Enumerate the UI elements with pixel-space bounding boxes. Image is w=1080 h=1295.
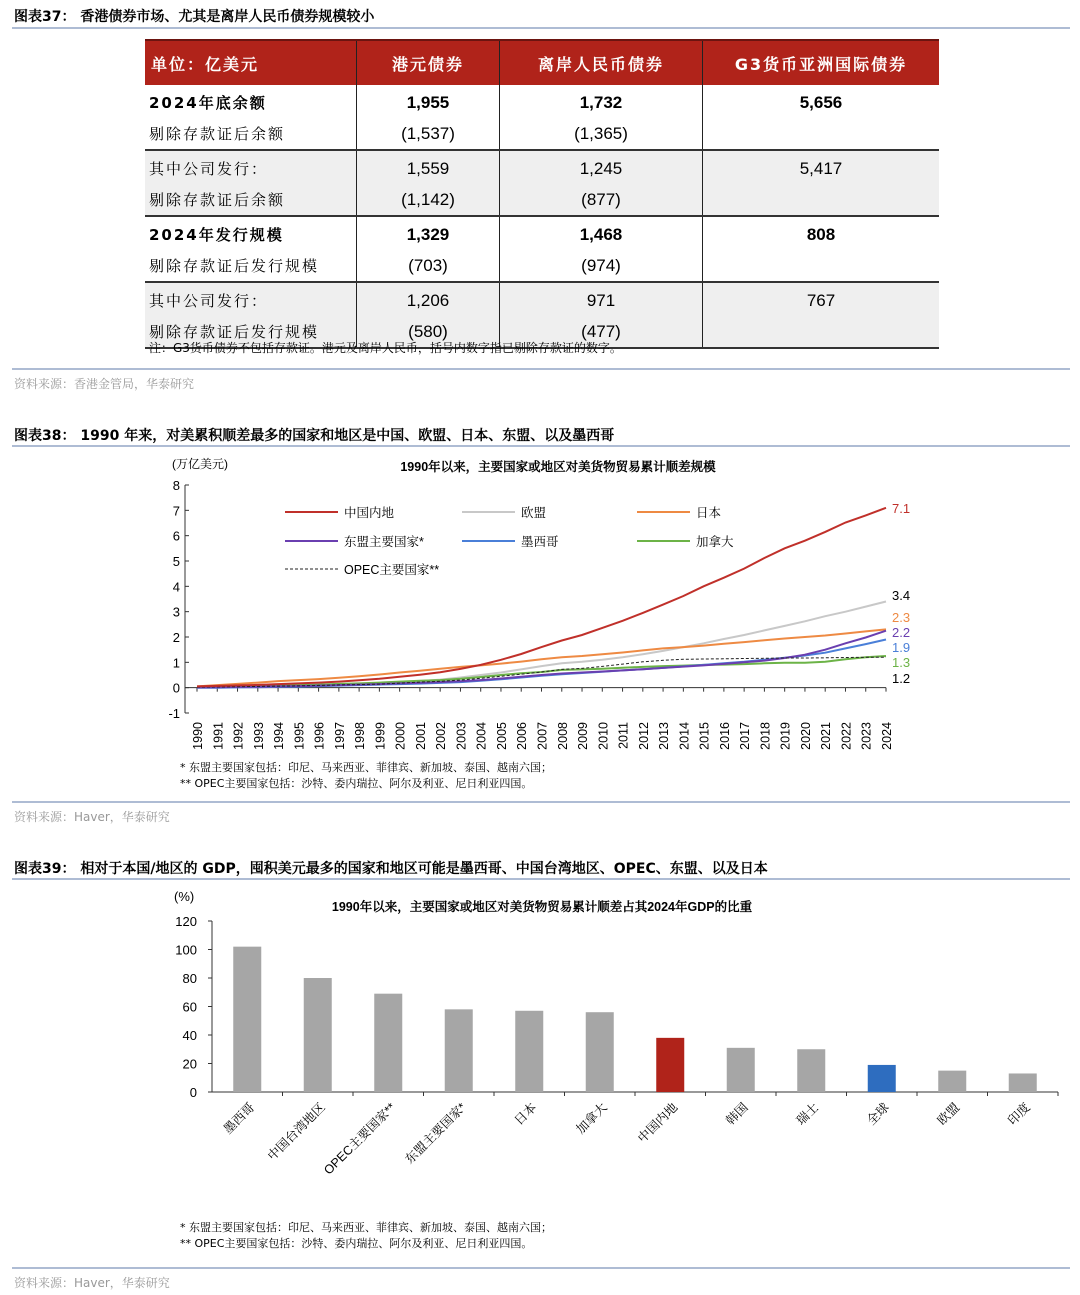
end-label: 2.2	[892, 625, 911, 640]
bar	[304, 978, 332, 1092]
x-tick-label: 2022	[839, 722, 854, 750]
x-tick-label: 2020	[798, 722, 813, 750]
y-tick-label: 5	[172, 554, 180, 569]
table-cell: 1,559	[357, 150, 500, 184]
y-tick-label: 7	[172, 503, 180, 519]
x-tick-label: 欧盟	[934, 1100, 963, 1128]
table-cell: 971	[500, 282, 703, 316]
x-tick-label: 2010	[596, 722, 611, 750]
x-tick-label: 中国台湾地区	[264, 1100, 328, 1164]
fig39-source: 资料来源：Haver，华泰研究	[14, 1276, 170, 1290]
fig39-footnote-2: ** OPEC主要国家包括：沙特、委内瑞拉、阿尔及利亚、尼日利亚四国。	[180, 1237, 533, 1250]
x-tick-label: 2013	[657, 722, 672, 750]
divider	[12, 801, 1070, 803]
fig37-title: 图表37： 香港债券市场、尤其是离岸人民币债券规模较小	[14, 9, 375, 25]
fig38-footnote-2: ** OPEC主要国家包括：沙特、委内瑞拉、阿尔及利亚、尼日利亚四国。	[180, 777, 533, 790]
x-tick-label: 印度	[1005, 1100, 1033, 1128]
x-tick-label: 2005	[494, 722, 509, 750]
divider	[12, 1267, 1070, 1269]
x-tick-label: 2009	[576, 722, 591, 750]
bar	[938, 1071, 966, 1092]
x-tick-label: 2000	[393, 722, 408, 750]
x-tick-label: 1991	[211, 722, 226, 750]
x-tick-label: 2024	[880, 722, 894, 750]
x-tick-label: 2002	[434, 722, 449, 750]
table-note: 注：G3货币债券不包括存款证。港元及离岸人民币，括号内数字指已剔除存款证的数字。	[149, 341, 622, 355]
x-tick-label: 1998	[353, 722, 368, 750]
fig37-source: 资料来源：香港金管局，华泰研究	[14, 377, 195, 391]
y-tick-label: 6	[172, 528, 180, 544]
row-label: 剔除存款证后余额	[145, 184, 357, 216]
bar	[868, 1065, 896, 1092]
x-tick-label: 2007	[535, 722, 550, 750]
fig39-footnote-1: * 东盟主要国家包括：印尼、马来西亚、菲律宾、新加坡、泰国、越南六国；	[180, 1221, 552, 1234]
bar	[586, 1012, 614, 1092]
row-label: 剔除存款证后发行规模	[145, 250, 357, 282]
x-tick-label: 2019	[778, 722, 793, 750]
x-tick-label: 2023	[859, 722, 874, 750]
table-cell: 1,245	[500, 150, 703, 184]
bar	[1009, 1073, 1037, 1092]
legend-label: 中国内地	[344, 506, 395, 520]
end-label: 3.4	[892, 588, 911, 603]
fig38-source: 资料来源：Haver，华泰研究	[14, 810, 170, 824]
end-label: 1.3	[892, 655, 911, 670]
end-label: 2.3	[892, 610, 911, 625]
row-label: 剔除存款证后余额	[145, 118, 357, 150]
table-cell: 767	[703, 282, 940, 316]
x-tick-label: 2006	[515, 722, 530, 750]
row-label: 其中公司发行：	[145, 282, 357, 316]
table-cell: (1,142)	[357, 184, 500, 216]
table-cell: 1,468	[500, 216, 703, 250]
end-label: 1.2	[892, 671, 911, 686]
table-cell: (477)	[500, 316, 703, 348]
bar	[656, 1038, 684, 1092]
row-label: 其中公司发行：	[145, 150, 357, 184]
bar	[727, 1048, 755, 1092]
legend-label: 日本	[696, 506, 722, 520]
bar	[797, 1049, 825, 1092]
x-tick-label: 1994	[272, 722, 287, 750]
row-label: 2024年底余额	[145, 85, 357, 118]
x-tick-label: 2008	[555, 722, 570, 750]
y-axis-label: (万亿美元)	[172, 457, 228, 471]
x-tick-label: 1995	[292, 722, 307, 750]
x-tick-label: 2001	[413, 722, 428, 750]
legend-label: 欧盟	[521, 506, 547, 520]
table-cell: 5,417	[703, 150, 940, 184]
x-tick-label: 2004	[474, 722, 489, 750]
column-header: 港元债券	[357, 40, 500, 85]
fig38-footnote-1: * 东盟主要国家包括：印尼、马来西亚、菲律宾、新加坡、泰国、越南六国；	[180, 761, 552, 774]
fig39-title: 图表39： 相对于本国/地区的 GDP，囤积美元最多的国家和地区可能是墨西哥、中国台湾地区、OPEC、东盟、以及日本	[14, 861, 768, 877]
bar	[515, 1011, 543, 1092]
x-tick-label: 1999	[373, 722, 388, 750]
chart-title: 1990年以来，主要国家或地区对美货物贸易累计顺差占其2024年GDP的比重	[331, 900, 753, 914]
x-tick-label: 1996	[312, 722, 327, 750]
x-tick-label: 加拿大	[573, 1100, 610, 1137]
y-tick-label: -1	[168, 706, 180, 721]
x-tick-label: 韩国	[723, 1100, 751, 1128]
x-tick-label: 1993	[251, 722, 266, 750]
table-cell: (580)	[357, 316, 500, 348]
y-tick-label: 1	[172, 655, 180, 671]
table-cell: (1,537)	[357, 118, 500, 150]
x-tick-label: 瑞士	[793, 1100, 822, 1128]
y-tick-label: 4	[172, 579, 180, 595]
table-cell: (877)	[500, 184, 703, 216]
series-line	[197, 656, 886, 687]
x-tick-label: 2018	[758, 722, 773, 750]
x-tick-label: 1992	[231, 722, 246, 750]
chart-title: 1990年以来，主要国家或地区对美货物贸易累计顺差规模	[400, 460, 716, 474]
table-cell: 1,955	[357, 85, 500, 118]
x-tick-label: 1990	[191, 722, 205, 750]
legend-label: OPEC主要国家**	[344, 563, 440, 577]
y-tick-label: 80	[182, 971, 197, 986]
y-tick-label: 0	[189, 1085, 197, 1100]
y-tick-label: 0	[172, 680, 180, 696]
column-header: G3货币亚洲国际债券	[703, 40, 940, 85]
y-tick-label: 60	[182, 999, 197, 1015]
column-header: 单位：亿美元	[145, 40, 357, 85]
y-tick-label: 120	[175, 914, 197, 929]
table-cell: (703)	[357, 250, 500, 282]
x-tick-label: 2021	[819, 722, 834, 750]
x-tick-label: 2017	[738, 722, 753, 750]
table-cell: 1,329	[357, 216, 500, 250]
row-label: 剔除存款证后发行规模	[145, 316, 357, 348]
row-label: 2024年发行规模	[145, 216, 357, 250]
y-tick-label: 8	[172, 478, 180, 493]
table-cell: (1,365)	[500, 118, 703, 150]
x-tick-label: 中国内地	[635, 1100, 681, 1146]
bar	[233, 947, 261, 1092]
y-tick-label: 2	[172, 630, 180, 645]
fig38-title: 图表38： 1990 年来，对美累积顺差最多的国家和地区是中国、欧盟、日本、东盟、以及墨西哥	[14, 428, 615, 444]
legend-label: 加拿大	[696, 535, 734, 549]
table-cell: 1,206	[357, 282, 500, 316]
end-label: 1.9	[892, 640, 911, 655]
y-axis-label: (%)	[174, 889, 195, 904]
end-label: 7.1	[892, 501, 911, 516]
x-tick-label: 1997	[332, 722, 347, 750]
y-tick-label: 20	[182, 1056, 197, 1072]
x-tick-label: 日本	[511, 1100, 540, 1128]
column-header: 离岸人民币债券	[500, 40, 703, 85]
x-tick-label: 2015	[697, 722, 712, 750]
y-tick-label: 3	[172, 604, 180, 620]
x-tick-label: OPEC主要国家**	[321, 1100, 399, 1178]
table-cell: (974)	[500, 250, 703, 282]
y-tick-label: 100	[175, 942, 197, 958]
x-tick-label: 墨西哥	[220, 1100, 258, 1137]
bar	[374, 994, 402, 1092]
x-tick-label: 2016	[717, 722, 732, 750]
x-tick-label: 东盟主要国家*	[402, 1100, 469, 1167]
y-tick-label: 40	[182, 1028, 197, 1043]
table-cell: 808	[806, 224, 836, 244]
x-tick-label: 2014	[677, 722, 692, 750]
legend-label: 墨西哥	[521, 535, 559, 549]
x-tick-label: 2011	[616, 722, 631, 749]
bar	[445, 1009, 473, 1092]
legend-label: 东盟主要国家*	[344, 535, 424, 549]
x-tick-label: 2012	[636, 722, 651, 750]
x-tick-label: 全球	[864, 1100, 892, 1128]
table-cell: 5,656	[799, 92, 843, 112]
divider	[12, 878, 1070, 880]
x-tick-label: 2003	[454, 722, 469, 750]
table-cell: 1,732	[500, 85, 703, 118]
